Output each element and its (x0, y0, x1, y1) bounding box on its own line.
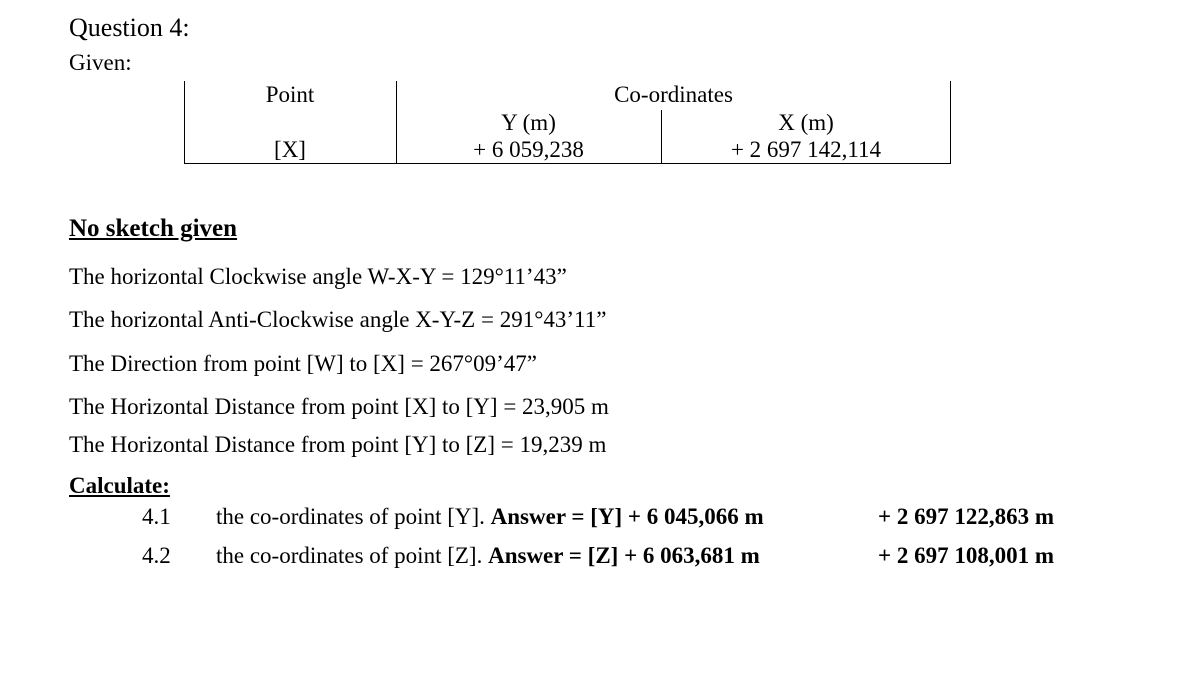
table-border-bottom (184, 163, 951, 164)
given-label: Given: (69, 50, 132, 75)
item-answer-x: + 2 697 122,863 m (878, 504, 1055, 529)
statement-angle-wxy: The horizontal Clockwise angle W-X-Y = 129°11’43” (69, 264, 567, 289)
calculate-heading: Calculate: (69, 473, 170, 498)
item-text (216, 503, 764, 531)
statement-distance-xy: The Horizontal Distance from point [X] to [Y] = 23,905 m (69, 394, 609, 419)
no-sketch-heading: No sketch given (69, 215, 238, 242)
question-title: Question 4: (69, 13, 190, 42)
item-answer-y: Answer = [Y] + 6 045,066 m (490, 504, 764, 529)
item-text (216, 542, 760, 570)
statement-angle-xyz: The horizontal Anti-Clockwise angle X-Y-Z = 291°43’11” (69, 307, 607, 332)
item-description: the co-ordinates of point [Y]. (216, 504, 491, 529)
header-x: X (m) (778, 110, 834, 135)
item-answer-y: Answer = [Z] + 6 063,681 m (488, 543, 760, 568)
header-y: Y (m) (501, 110, 556, 135)
item-answer-x: + 2 697 108,001 m (878, 543, 1055, 568)
coordinates-table (0, 0, 1203, 180)
item-number: 4.2 (142, 543, 171, 568)
header-coordinates: Co-ordinates (614, 82, 733, 107)
item-number: 4.1 (142, 504, 171, 529)
cell-y-value: + 6 059,238 (473, 137, 584, 162)
cell-point: [X] (274, 137, 306, 162)
cell-x-value: + 2 697 142,114 (730, 137, 882, 162)
statement-distance-yz: The Horizontal Distance from point [Y] to [Z] = 19,239 m (69, 432, 607, 457)
header-point: Point (265, 82, 315, 107)
statement-direction-wx: The Direction from point [W] to [X] = 267°09’47” (69, 351, 537, 376)
item-description: the co-ordinates of point [Z]. (216, 543, 489, 568)
